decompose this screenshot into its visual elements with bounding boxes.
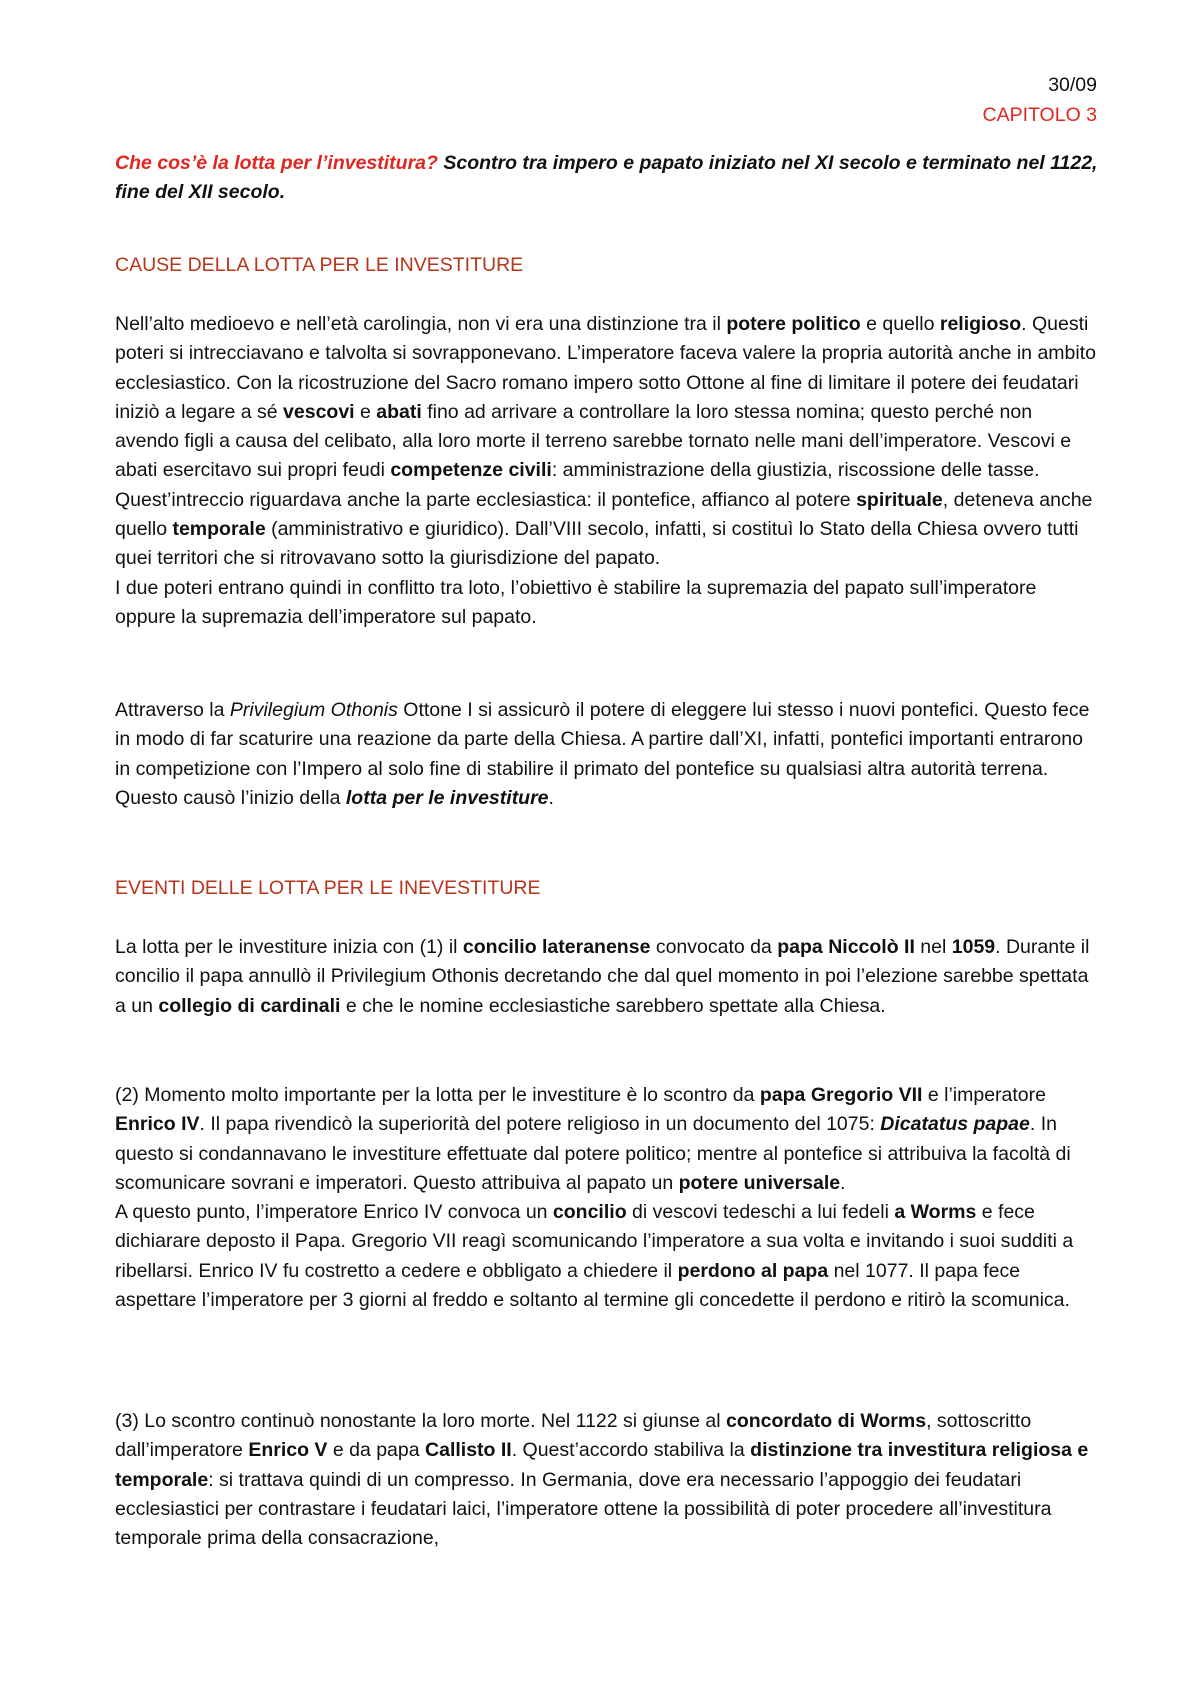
- text-span: I due poteri entrano quindi in conflitto tra loto, l’obiettivo è stabilire la supremazia del papato sull’imperatore oppure la supremazia dell’imperatore sul papato.: [115, 576, 1037, 628]
- page-header: [982, 70, 1097, 130]
- text-span: e quello: [860, 313, 940, 335]
- paragraph-events-3: [115, 1407, 1100, 1553]
- bold-term: distinzione tra investitura religiosa e temporale: [115, 1439, 1089, 1491]
- bold-term: vescovi: [283, 400, 355, 423]
- intro-answer: Scontro tra impero e papato iniziato nel XI secolo e terminato nel 1122, fine del XII secolo.: [115, 152, 1098, 204]
- text-span: , deteneva anche quello: [115, 488, 1093, 541]
- text-span: e da papa: [327, 1439, 426, 1462]
- text-span: e l’imperatore: [922, 1084, 1046, 1106]
- text-span: Ottone I si assicurò il potere di eleggere lui stesso i nuovi pontefici. Questo fece in modo di far scaturire una reazione da parte della Chiesa. A partire dall’XI, infatti, pontefici importanti entrarono in competizione con l’Impero al solo fine di stabilire il primato del pontefice su qualsiasi altra autorità terrena. Questo causò l’inizio della: [115, 699, 1090, 809]
- bold-term: concilio lateranense: [462, 936, 651, 958]
- text-span: La lotta per le investiture inizia con (1) il: [115, 936, 463, 958]
- text-span: , sottoscritto dall’imperatore: [115, 1410, 1032, 1462]
- bold-term: potere politico: [726, 313, 861, 335]
- bold-term: perdono al papa: [677, 1259, 829, 1282]
- bold-italic-term: Dicatatus papae: [880, 1113, 1030, 1136]
- text-span: e che le nomine ecclesiastiche sarebbero spettate alla Chiesa.: [340, 994, 886, 1017]
- paragraph-events-1: [115, 933, 1100, 1021]
- bold-term: papa Niccolò II: [777, 936, 915, 958]
- text-span: e: [354, 400, 377, 423]
- text-span: Attraverso la: [115, 699, 230, 721]
- text-span: convocato da: [650, 936, 778, 958]
- text-span: (amministrativo e giuridico). Dall’VIII secolo, infatti, si costituì lo Stato della Chiesa ovvero tutti quei territori che si ritrovavano sotto la giurisdizione del papato.: [115, 518, 1079, 570]
- paragraph-events-2: [115, 1081, 1100, 1315]
- date-label: 30/09: [1048, 74, 1097, 96]
- text-span: fino ad arrivare a controllare la loro stessa nomina; questo perché non avendo figli a causa del celibato, alla loro morte il terreno sarebbe tornato nelle mani dell’imperatore. Vescovi e abati esercitavo sui propri feudi: [115, 400, 1072, 482]
- bold-term: temporale: [172, 518, 266, 541]
- bold-term: a Worms: [894, 1201, 977, 1224]
- bold-term: concilio: [552, 1201, 627, 1224]
- text-span: di vescovi tedeschi a lui fedeli: [626, 1201, 895, 1224]
- text-span: (3) Lo scontro continuò nonostante la loro morte. Nel 1122 si giunse al: [115, 1410, 726, 1432]
- paragraph-causes-1: [115, 310, 1100, 632]
- text-span: nel 1077. Il papa fece aspettare l’imperatore per 3 giorni al freddo e soltanto al termine gli concedette il perdono e ritirò la scomunica.: [115, 1259, 1070, 1312]
- text-span: A questo punto, l’imperatore Enrico IV convoca un: [115, 1201, 553, 1224]
- section-heading-events: EVENTI DELLE LOTTA PER LE INEVESTITURE: [115, 877, 541, 899]
- text-span: (2) Momento molto importante per la lotta per le investiture è lo scontro da: [115, 1084, 760, 1106]
- text-span: . Questi poteri si intrecciavano e talvolta si sovrapponevano. L’imperatore faceva valere la propria autorità anche in ambito ecclesiastico. Con la ricostruzione del Sacro romano impero sotto Ottone al fine di limitare il potere dei feudatari iniziò a legare a sé: [115, 313, 1096, 423]
- italic-term: Privilegium Othonis: [229, 699, 398, 721]
- bold-term: spirituale: [856, 488, 943, 511]
- bold-term: papa Gregorio VII: [759, 1084, 923, 1106]
- text-span: . Quest’accordo stabiliva la: [511, 1439, 751, 1462]
- text-span: .: [840, 1171, 846, 1194]
- text-span: . Durante il concilio il papa annullò il Privilegium Othonis decretando che dal quel momento in poi l’elezione sarebbe spettata a un: [115, 936, 1090, 1017]
- chapter-label: CAPITOLO 3: [982, 104, 1097, 126]
- bold-term: religioso: [939, 313, 1022, 335]
- bold-term: abati: [376, 400, 422, 423]
- text-span: e fece dichiarare deposto il Papa. Gregorio VII reagì scomunicando l’imperatore a sua volta e invitando i suoi sudditi a ribellarsi. Enrico IV fu costretto a cedere e obbligato a chiedere il: [115, 1201, 1074, 1282]
- intro-question: Che cos’è la lotta per l’investitura?: [115, 152, 438, 174]
- text-span: : si trattava quindi di un compresso. In Germania, dove era necessario l’appoggio dei feudatari ecclesiastici per contrastare i feudatari laici, l’imperatore ottene la possibilità di poter procedere all’investitura temporale prima della consacrazione,: [115, 1468, 1052, 1550]
- text-span: : amministrazione della giustizia, riscossione delle tasse.: [551, 459, 1040, 482]
- text-span: . Il papa rivendicò la superiorità del potere religioso in un documento del 1075:: [199, 1113, 881, 1136]
- text-span: Quest’intreccio riguardava anche la parte ecclesiastica: il pontefice, affianco al potere: [115, 488, 857, 511]
- intro-question-paragraph: [115, 149, 1100, 208]
- text-span: . In questo si condannavano le investiture effettuate dal potere politico; mentre al pontefice si attribuiva la facoltà di scomunicare sovrani e imperatori. Questo attribuiva al papato un: [115, 1113, 1071, 1194]
- bold-term: potere universale: [678, 1171, 841, 1194]
- bold-term: competenze civili: [390, 459, 552, 482]
- section-heading-causes: CAUSE DELLA LOTTA PER LE INVESTITURE: [115, 254, 524, 276]
- bold-term: concordato di Worms: [726, 1410, 927, 1432]
- text-span: .: [548, 786, 554, 809]
- bold-term: Enrico V: [248, 1439, 328, 1462]
- bold-term: collegio di cardinali: [158, 994, 341, 1017]
- text-span: Nell’alto medioevo e nell’età carolingia, non vi era una distinzione tra il: [115, 313, 727, 335]
- text-span: nel: [914, 936, 952, 958]
- bold-term: Callisto II: [425, 1439, 512, 1462]
- bold-term: 1059: [951, 936, 996, 958]
- bold-italic-term: lotta per le investiture: [345, 786, 549, 809]
- paragraph-causes-2: [115, 696, 1100, 813]
- bold-term: Enrico IV: [115, 1113, 200, 1136]
